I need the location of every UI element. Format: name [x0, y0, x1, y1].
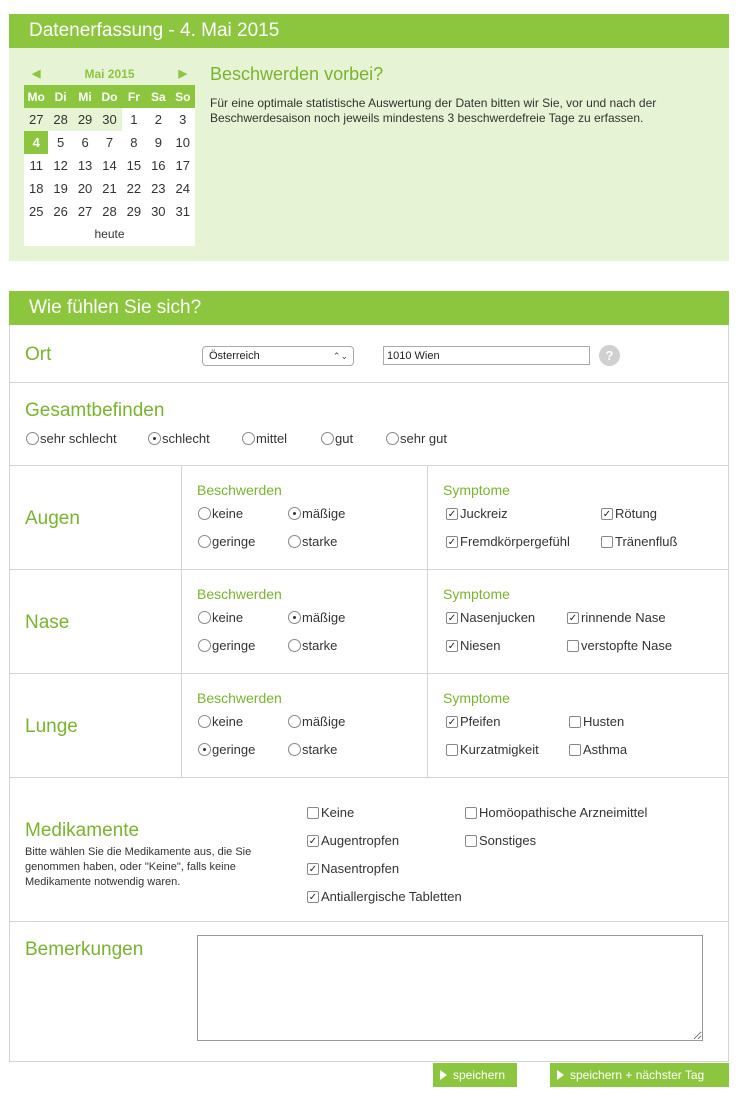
calendar-day[interactable]: 27 — [24, 108, 48, 131]
option-label: Sonstiges — [479, 833, 537, 848]
calendar-day[interactable]: 22 — [122, 177, 146, 200]
radio-icon[interactable] — [288, 535, 301, 548]
weekday-header: Sa — [146, 85, 170, 108]
checkbox-checked-icon[interactable]: ✓ — [308, 863, 318, 875]
calendar-day[interactable]: 6 — [73, 131, 97, 154]
calendar-day[interactable]: 30 — [146, 200, 170, 223]
radio-icon[interactable] — [386, 432, 399, 445]
nase-beschwerden-radio[interactable] — [198, 638, 255, 653]
gesamt-radio-1[interactable] — [148, 431, 210, 446]
calendar-grid — [24, 85, 195, 223]
calendar-day[interactable]: 23 — [146, 177, 170, 200]
country-select[interactable] — [202, 346, 354, 366]
option-label: mäßige — [302, 714, 346, 729]
option-label: Asthma — [583, 742, 628, 757]
checkbox-checked-icon[interactable]: ✓ — [447, 508, 457, 520]
calendar-day[interactable]: 28 — [97, 200, 121, 223]
select-arrows-icon: ⌃⌄ — [332, 351, 348, 361]
medication-checkbox[interactable] — [307, 861, 399, 876]
calendar-day[interactable]: 4 — [24, 131, 48, 154]
option-label: verstopfte Nase — [581, 638, 673, 653]
gesamt-section — [10, 383, 728, 466]
calendar-day[interactable]: 7 — [97, 131, 121, 154]
radio-selected-icon[interactable] — [198, 743, 211, 756]
augen-beschwerden-radio[interactable] — [198, 506, 243, 521]
calendar-day[interactable]: 1 — [122, 108, 146, 131]
save-next-day-button[interactable]: speichern + nächster Tag — [550, 1063, 729, 1087]
option-label: Kurzatmigkeit — [460, 742, 539, 757]
prev-month-icon[interactable]: ◀ — [32, 68, 41, 80]
medikamente-section — [10, 778, 728, 922]
radio-icon[interactable] — [288, 743, 301, 756]
checkbox-icon[interactable] — [569, 744, 581, 756]
form-title: Wie fühlen Sie sich? — [9, 291, 729, 325]
calendar-day[interactable]: 8 — [122, 131, 146, 154]
country-value: Österreich — [209, 350, 260, 362]
augen-symptome-label: Symptome — [443, 482, 510, 498]
nase-beschwerden-radio[interactable] — [288, 638, 337, 653]
info-title: Beschwerden vorbei? — [210, 64, 384, 84]
nase-beschwerden — [182, 570, 428, 673]
augen-beschwerden-radio[interactable] — [198, 534, 255, 549]
option-label: Augentropfen — [321, 833, 400, 848]
calendar-day[interactable]: 10 — [171, 131, 195, 154]
option-label: schlecht — [162, 431, 210, 446]
option-label: geringe — [212, 638, 256, 653]
calendar-day[interactable]: 18 — [24, 177, 48, 200]
checkbox-checked-icon[interactable]: ✓ — [308, 891, 318, 903]
next-month-icon[interactable]: ▶ — [178, 68, 187, 80]
augen-symptom-checkbox[interactable] — [446, 534, 570, 549]
gesamt-radio-4[interactable] — [386, 431, 447, 446]
nase-symptome-label: Symptome — [443, 586, 510, 602]
gesamt-label: Gesamtbefinden — [25, 400, 165, 421]
lunge-symptome — [428, 674, 728, 777]
augen-beschwerden-radio[interactable] — [288, 534, 337, 549]
option-label: mittel — [256, 431, 288, 446]
option-label: keine — [212, 714, 244, 729]
weekday-header: Mo — [24, 85, 48, 108]
calendar-day[interactable]: 27 — [73, 200, 97, 223]
option-label: Tränenfluß — [615, 534, 678, 549]
calendar-day[interactable]: 21 — [97, 177, 121, 200]
checkbox-icon[interactable] — [601, 536, 613, 548]
augen-beschwerden-radio[interactable] — [288, 506, 345, 521]
calendar-day[interactable]: 12 — [48, 154, 72, 177]
calendar-day[interactable]: 15 — [122, 154, 146, 177]
calendar-day[interactable]: 26 — [48, 200, 72, 223]
nase-label: Nase — [25, 612, 70, 633]
option-label: sehr gut — [400, 431, 447, 446]
calendar-day[interactable]: 11 — [24, 154, 48, 177]
checkbox-icon[interactable] — [465, 807, 477, 819]
weekday-header: Fr — [122, 85, 146, 108]
option-label: rinnende Nase — [581, 610, 666, 625]
radio-selected-icon[interactable] — [148, 432, 161, 445]
option-label: starke — [302, 742, 338, 757]
weekday-header: Do — [97, 85, 121, 108]
nase-beschwerden-radio[interactable] — [198, 610, 243, 625]
lunge-beschwerden-label: Beschwerden — [197, 690, 282, 706]
option-label: geringe — [212, 742, 256, 757]
radio-selected-icon[interactable] — [288, 507, 301, 520]
radio-icon[interactable] — [242, 432, 255, 445]
radio-icon[interactable] — [288, 715, 301, 728]
calendar-day[interactable]: 19 — [48, 177, 72, 200]
option-label: Juckreiz — [460, 506, 508, 521]
radio-selected-icon[interactable] — [288, 611, 301, 624]
option-label: geringe — [212, 534, 256, 549]
radio-icon[interactable] — [321, 432, 334, 445]
radio-icon[interactable] — [26, 432, 39, 445]
nase-label-col — [10, 570, 182, 673]
option-label: keine — [212, 610, 244, 625]
calendar-day[interactable]: 17 — [171, 154, 195, 177]
lunge-symptom-checkbox[interactable] — [446, 742, 539, 757]
lunge-symptom-checkbox[interactable] — [569, 742, 627, 757]
radio-icon[interactable] — [198, 535, 211, 548]
ort-section — [10, 325, 728, 383]
symptom-form — [9, 325, 729, 1062]
option-label: mäßige — [302, 610, 346, 625]
radio-icon[interactable] — [198, 611, 211, 624]
location-input[interactable] — [383, 346, 590, 365]
nase-symptom-checkbox[interactable] — [446, 610, 535, 625]
medikamente-label: Medikamente — [25, 820, 140, 841]
checkbox-checked-icon[interactable]: ✓ — [447, 716, 457, 728]
nase-beschwerden-radio[interactable] — [288, 610, 345, 625]
gesamt-radio-2[interactable] — [242, 431, 287, 446]
lunge-beschwerden-radio[interactable] — [288, 742, 337, 757]
option-label: starke — [302, 534, 338, 549]
bemerkungen-label: Bemerkungen — [25, 939, 144, 960]
nase-section — [10, 570, 728, 674]
nase-symptom-checkbox[interactable] — [567, 610, 666, 625]
calendar-day[interactable]: 5 — [48, 131, 72, 154]
checkbox-checked-icon[interactable]: ✓ — [308, 835, 318, 847]
nase-symptom-checkbox[interactable] — [567, 638, 672, 653]
lunge-section — [10, 674, 728, 778]
checkbox-checked-icon[interactable]: ✓ — [602, 508, 612, 520]
augen-symptom-checkbox[interactable] — [601, 534, 677, 549]
radio-icon[interactable] — [198, 639, 211, 652]
checkbox-icon[interactable] — [569, 716, 581, 728]
calendar — [24, 62, 195, 246]
bemerkungen-section — [10, 922, 728, 1062]
option-label: Niesen — [460, 638, 501, 653]
lunge-label-col — [10, 674, 182, 777]
checkbox-icon[interactable] — [307, 807, 319, 819]
calendar-day[interactable]: 16 — [146, 154, 170, 177]
weekday-header: Mi — [73, 85, 97, 108]
gesamt-radio-0[interactable] — [26, 431, 117, 446]
augen-beschwerden-label: Beschwerden — [197, 482, 282, 498]
medication-checkbox[interactable] — [307, 833, 399, 848]
checkbox-icon[interactable] — [465, 835, 477, 847]
calendar-day[interactable]: 9 — [146, 131, 170, 154]
option-label: Husten — [583, 714, 625, 729]
info-text: Für eine optimale statistische Auswertung der Daten bitten wir Sie, vor und nach der Beschwerdesaison noch jeweils mindestens 3 beschwerdefreie Tage zu erfassen. — [210, 96, 657, 125]
option-label: Nasentropfen — [321, 861, 400, 876]
calendar-day[interactable]: 28 — [48, 108, 72, 131]
lunge-label: Lunge — [25, 716, 78, 737]
radio-icon[interactable] — [288, 639, 301, 652]
calendar-day[interactable]: 29 — [73, 108, 97, 131]
lunge-symptome-label: Symptome — [443, 690, 510, 706]
checkbox-icon[interactable] — [567, 640, 579, 652]
radio-icon[interactable] — [198, 715, 211, 728]
calendar-day[interactable]: 3 — [171, 108, 195, 131]
radio-icon[interactable] — [198, 507, 211, 520]
weekday-header: So — [171, 85, 195, 108]
lunge-beschwerden — [182, 674, 428, 777]
page-title: Datenerfassung - 4. Mai 2015 — [9, 14, 729, 48]
medikamente-description: Bitte wählen Sie die Medikamente aus, die Sie genommen haben, oder "Keine", falls keine Medikamente notwendig waren. — [25, 846, 252, 888]
checkbox-checked-icon[interactable]: ✓ — [447, 640, 457, 652]
calendar-day[interactable]: 29 — [122, 200, 146, 223]
calendar-day[interactable]: 13 — [73, 154, 97, 177]
ort-label: Ort — [25, 344, 52, 365]
lunge-symptom-checkbox[interactable] — [446, 714, 500, 729]
help-icon[interactable]: ? — [599, 345, 620, 366]
calendar-day[interactable]: 25 — [24, 200, 48, 223]
option-label: Nasenjucken — [460, 610, 536, 625]
medication-checkbox[interactable] — [307, 889, 462, 904]
medication-checkbox[interactable] — [307, 805, 354, 820]
option-label: Keine — [321, 805, 355, 820]
lunge-beschwerden-radio[interactable] — [198, 742, 255, 757]
calendar-nav — [24, 62, 195, 85]
today-button[interactable]: heute — [24, 223, 195, 246]
option-label: mäßige — [302, 506, 346, 521]
lunge-beschwerden-radio[interactable] — [288, 714, 345, 729]
calendar-day[interactable]: 2 — [146, 108, 170, 131]
checkbox-checked-icon[interactable]: ✓ — [568, 612, 578, 624]
nase-symptom-checkbox[interactable] — [446, 638, 500, 653]
option-label: gut — [335, 431, 354, 446]
remarks-textarea[interactable] — [197, 935, 703, 1041]
checkbox-icon[interactable] — [446, 744, 458, 756]
medication-checkbox[interactable] — [465, 833, 536, 848]
augen-section — [10, 466, 728, 570]
lunge-symptom-checkbox[interactable] — [569, 714, 624, 729]
checkbox-checked-icon[interactable]: ✓ — [447, 612, 457, 624]
augen-symptome — [428, 466, 728, 569]
option-label: Fremdkörpergefühl — [460, 534, 570, 549]
calendar-day[interactable]: 20 — [73, 177, 97, 200]
nase-symptome — [428, 570, 728, 673]
augen-symptom-checkbox[interactable] — [601, 506, 657, 521]
calendar-day[interactable]: 24 — [171, 177, 195, 200]
calendar-day[interactable]: 31 — [171, 200, 195, 223]
calendar-day[interactable]: 14 — [97, 154, 121, 177]
option-label: Antiallergische Tabletten — [321, 889, 462, 904]
lunge-beschwerden-radio[interactable] — [198, 714, 243, 729]
save-button[interactable]: speichern — [433, 1063, 517, 1087]
calendar-month-label: Mai 2015 — [84, 66, 135, 81]
augen-beschwerden — [182, 466, 428, 569]
option-label: Pfeifen — [460, 714, 501, 729]
augen-label: Augen — [25, 508, 80, 529]
option-label: keine — [212, 506, 244, 521]
augen-label-col — [10, 466, 182, 569]
option-label: sehr schlecht — [40, 431, 117, 446]
gesamt-radio-3[interactable] — [321, 431, 353, 446]
medication-checkbox[interactable] — [465, 805, 647, 820]
weekday-header: Di — [48, 85, 72, 108]
checkbox-checked-icon[interactable]: ✓ — [447, 536, 457, 548]
option-label: starke — [302, 638, 338, 653]
option-label: Homöopathische Arzneimittel — [479, 805, 648, 820]
nase-beschwerden-label: Beschwerden — [197, 586, 282, 602]
calendar-day[interactable]: 30 — [97, 108, 121, 131]
augen-symptom-checkbox[interactable] — [446, 506, 508, 521]
option-label: Rötung — [615, 506, 657, 521]
